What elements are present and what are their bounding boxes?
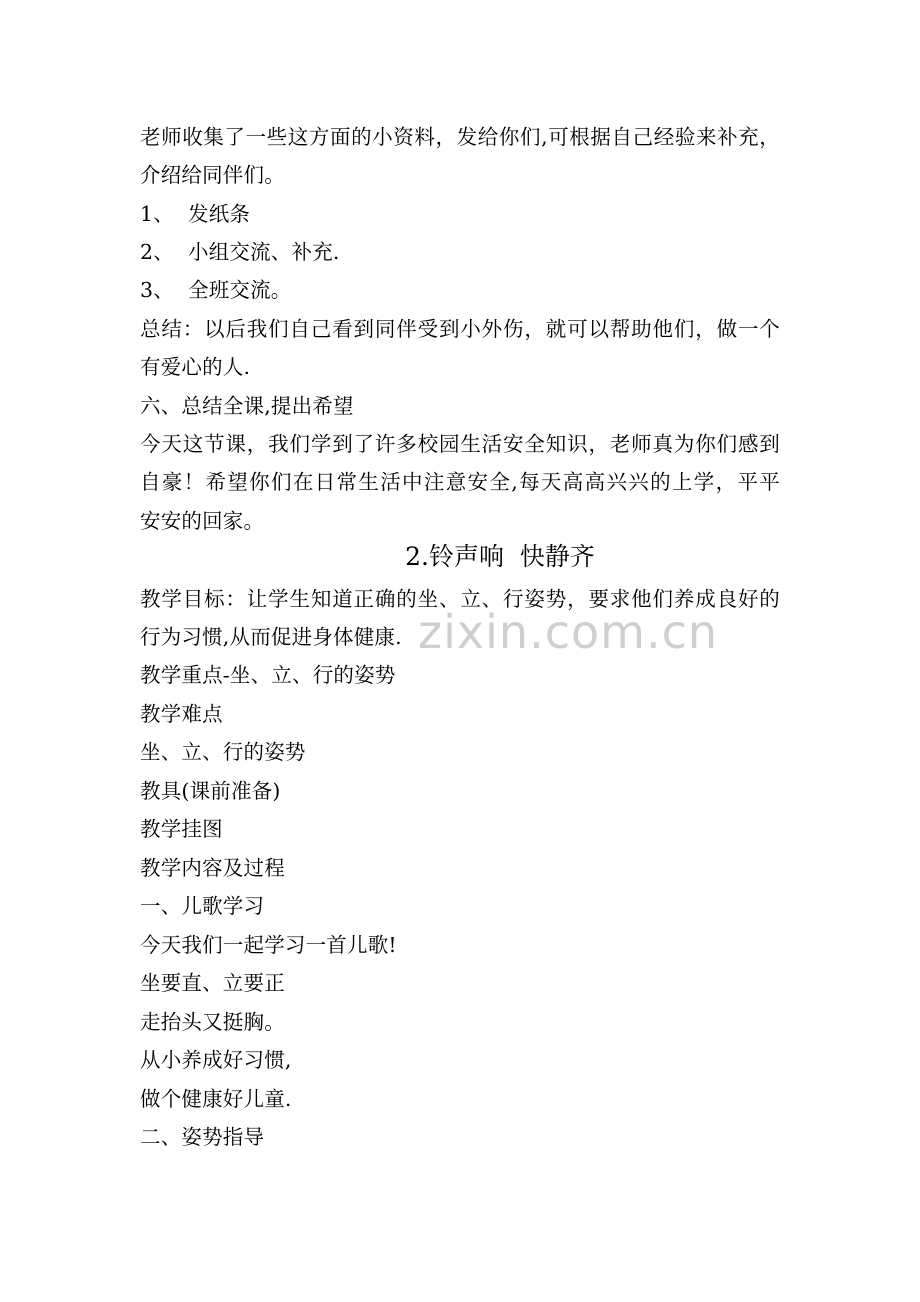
step-text: 发纸条 xyxy=(188,202,251,226)
goal-line-2: 行为习惯,从而促进身体健康. xyxy=(140,625,402,649)
rhyme-line-2: 走抬头又挺胸。 xyxy=(140,1010,285,1034)
rhyme-line-1: 坐要直、立要正 xyxy=(140,971,285,995)
intro-line-2: 介绍给同伴们。 xyxy=(140,163,285,187)
process-label: 教学内容及过程 xyxy=(140,856,285,880)
intro-line-1: 老师收集了一些这方面的小资料，发给你们,可根据自己经验来补充， xyxy=(140,125,780,149)
closing-line-1: 今天这节课，我们学到了许多校园生活安全知识，老师真为你们感到 xyxy=(140,432,780,456)
section-heading-6: 六、总结全课,提出希望 xyxy=(140,394,354,418)
rhyme-line-4: 做个健康好儿童. xyxy=(140,1087,292,1111)
step-number: 3、 xyxy=(140,278,174,302)
step-item-2 xyxy=(140,239,780,265)
step-item-1 xyxy=(140,201,780,227)
rhyme-line-3: 从小养成好习惯, xyxy=(140,1048,292,1072)
step-item-3 xyxy=(140,277,780,303)
difficulty-text: 坐、立、行的姿势 xyxy=(140,740,306,764)
part1-intro: 今天我们一起学习一首儿歌! xyxy=(140,933,397,957)
closing-line-3: 安安的回家。 xyxy=(140,509,265,533)
part1-heading: 一、儿歌学习 xyxy=(140,894,265,918)
summary-line-1: 总结：以后我们自己看到同伴受到小外伤，就可以帮助他们，做一个 xyxy=(140,317,780,341)
closing-line-2: 自豪！希望你们在日常生活中注意安全,每天高高兴兴的上学，平平 xyxy=(140,470,780,494)
watermark: zixin.com.cn xyxy=(418,605,719,659)
step-number: 1、 xyxy=(140,202,174,226)
goal-line-1: 教学目标：让学生知道正确的坐、立、行姿势，要求他们养成良好的 xyxy=(140,587,780,611)
part2-heading: 二、姿势指导 xyxy=(140,1125,265,1149)
step-text: 小组交流、补充. xyxy=(188,240,340,264)
tools-label: 教具(课前准备) xyxy=(140,779,281,803)
tools-text: 教学挂图 xyxy=(140,817,223,841)
difficulty-label: 教学难点 xyxy=(140,702,223,726)
key-point: 教学重点-坐、立、行的姿势 xyxy=(140,663,396,687)
step-text: 全班交流。 xyxy=(188,278,292,302)
summary-line-2: 有爱心的人. xyxy=(140,355,251,379)
step-number: 2、 xyxy=(140,240,174,264)
lesson-title: 2.铃声响 快静齐 xyxy=(405,542,595,571)
